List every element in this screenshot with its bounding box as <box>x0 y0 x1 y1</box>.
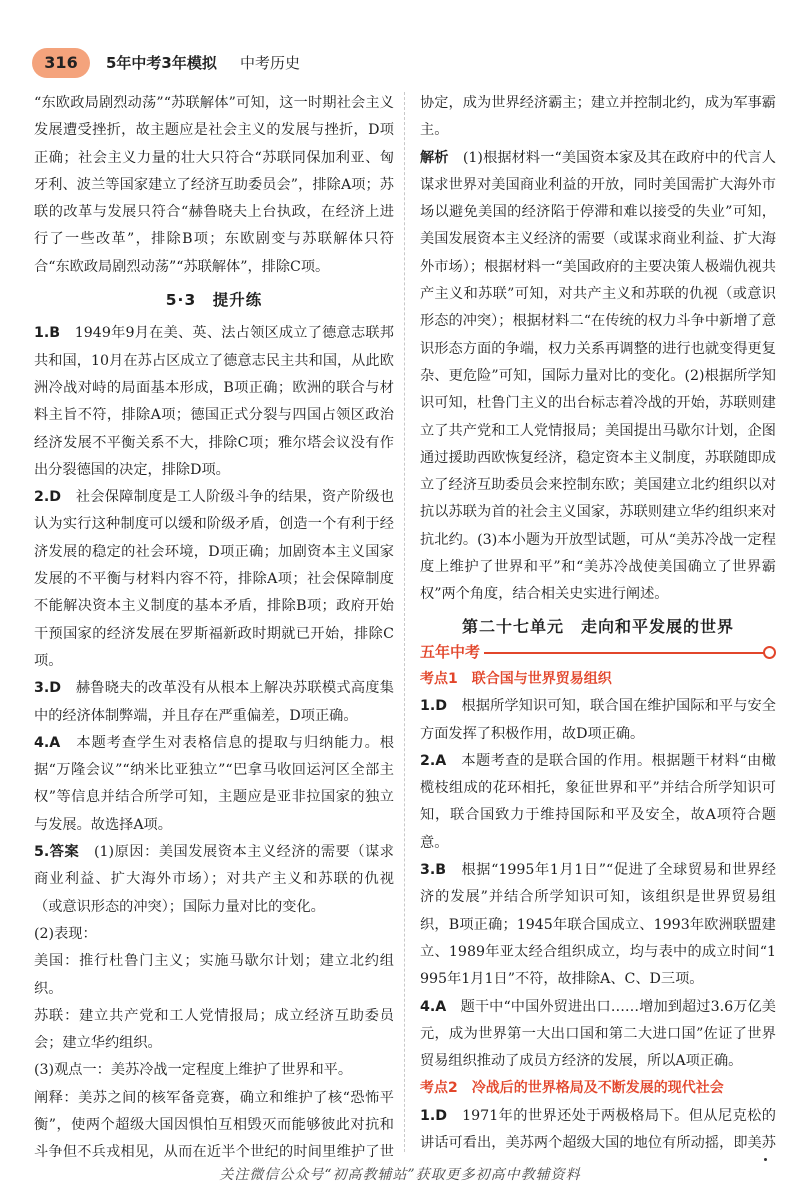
answer-text: 根据所学知识可知，联合国在维护国际和平与安全方面发挥了积极作用，故D项正确。 <box>420 698 776 742</box>
answer-number: 1.D <box>420 1107 448 1124</box>
section-title: 5·3 提升练 <box>165 291 263 310</box>
analysis-text: (1)根据材料一“美国资本家及其在政府中的代言人谋求世界对美国商业利益的开放，同时美国需扩大海外市场以避免美国的经济陷于停滞和难以接受的失业”可知，美国发展资本主义经济的需要（或谋求商业利益、扩大海外市场）；根据材料一“美国政府的主要决策人极端仇视共产主义和苏联”可知，对共产主义和苏联的仇视（或意识形态的冲突）；根据材料二“在传统的权力斗争中新增了意识形态方面的争端，权力关系再调整的进行也就变得更复杂、更危险”可知，国际力量对比的变化。(2)根据所学知识可知，杜鲁门主义的出台标志着冷战的开始，苏联则建立了共产党和工人党情报局；美国提出马歇尔计划，企图通过援助西欧恢复经济，稳定资本主义制度，苏联随即成立了经济互助委员会来控制东欧；美国建立北约组织以对抗以苏联为首的社会主义国家，苏联则建立华约组织来对抗北约。(3)本小题为开放型试题，可从“美苏冷战一定程度上维护了世界和平”和“美苏冷战使美国确立了世界霸权”两个角度，结合相关史实进行阐述。 <box>420 149 776 603</box>
intro-paragraph: “东欧政局剧烈动荡”“苏联解体”可知，这一时期社会主义发展遭受挫折，故主题应是社会主义的发展与挫折，D项正确；社会主义力量的壮大只符合“苏联同保加利亚、匈牙利、波兰等国家建立了经济互助委员会”，排除A项；苏联的改革与发展只符合“赫鲁晓夫上台执政，在经济上进行了一些改革”，排除B项；东欧剧变与苏联解体只符合“东欧政局剧烈动荡”“苏联解体”，排除C项。 <box>34 95 394 275</box>
banner-line <box>484 652 766 654</box>
subject-label: 中考历史 <box>240 54 301 72</box>
five-year-label: 五年中考 <box>420 642 481 661</box>
answer-number: 3.D <box>34 680 62 697</box>
answer-text: 社会保障制度是工人阶级斗争的结果，资产阶级也认为实行这种制度可以缓和阶级矛盾，创造一个有利于经济发展的稳定的社会环境，D项正确；加剧资本主义国家发展的不平衡与材料内容不符，排除A项；社会保障制度不能解决资本主义制度的基本矛盾，排除B项；政府开始干预国家的经济发展在罗斯福新政时期就已开始，排除C项。 <box>34 489 394 669</box>
answer-number: 1.B <box>34 325 61 342</box>
answer-number: 2.A <box>420 752 447 769</box>
answer-number: 3.B <box>420 862 447 879</box>
answer-text: 题干中“中国外贸进出口……增加到超过3.6万亿美元，成为世界第一大出口国和第二大进口国”佐证了世界贸易组织推动了成员方经济的发展，所以A项正确。 <box>420 998 776 1070</box>
column-divider <box>404 92 405 1152</box>
footer-note: 关注微信公众号“初高教辅站”获取更多初高中教辅资料 <box>219 1167 581 1183</box>
page-number-badge: 316 <box>32 48 90 78</box>
topic-heading-2: 考点2 冷战后的世界格局及不断发展的现代社会 <box>420 1080 724 1097</box>
answer-item <box>420 994 776 1076</box>
left-column <box>34 90 394 1160</box>
answer-number: 5.答案 <box>34 844 80 861</box>
answer-item <box>420 857 776 993</box>
answer-text: 赫鲁晓夫的改革没有从根本上解决苏联模式高度集中的经济体制弊端，并且存在严重偏差，D项正确。 <box>34 680 394 724</box>
answer-item <box>420 1103 776 1160</box>
answer-item <box>420 748 776 857</box>
analysis-label: 解析 <box>420 149 449 166</box>
unit-title: 第二十七单元 走向和平发展的世界 <box>461 616 734 636</box>
answer-item <box>34 484 394 675</box>
answer-item <box>420 693 776 748</box>
answer-number: 2.D <box>34 489 62 506</box>
answer-text: 本题考查学生对表格信息的提取与归纳能力。根据“万隆会议”“纳米比亚独立”“巴拿马收回运河区全部主权”等信息并结合所学可知，主题应是亚非拉国家的独立与发展。故选择A项。 <box>34 734 394 833</box>
answer-text: (1)原因：美国发展资本主义经济的需要（谋求商业利益、扩大海外市场）；对共产主义和苏联的仇视（或意识形态的冲突）；国际力量对比的变化。 <box>34 844 394 915</box>
answer-text: 1971年的世界还处于两极格局下。但从尼克松的讲话可看出，美苏两个超级大国的地位有所动摇，即美苏 <box>420 1107 776 1151</box>
q5-expl1: 阐释：美苏之间的核军备竞赛，确立和维护了核“恐怖平衡”，使两个超级大国因惧怕互相毁灭而能够彼此对抗和斗争但不兵戎相见，从而在近半个世纪的时间里维护了世 <box>34 1089 394 1160</box>
five-year-banner <box>420 642 776 662</box>
q5-part2-title: (2)表现： <box>34 925 97 942</box>
q5-view1: (3)观点一：美苏冷战一定程度上维护了世界和平。 <box>34 1062 353 1079</box>
answer-number: 4.A <box>34 734 61 751</box>
page-header <box>28 48 772 82</box>
book-title: 5年中考3年模拟 <box>106 54 217 72</box>
q5-usa: 美国：推行杜鲁门主义；实施马歇尔计划；建立北约组织。 <box>34 953 394 997</box>
answer-item <box>34 675 394 730</box>
answer-number: 1.D <box>420 698 448 715</box>
answer-item <box>34 730 394 839</box>
answer-number: 4.A <box>420 998 447 1015</box>
answer-text: 本题考查的是联合国的作用。根据题干材料“由橄榄枝组成的花环相托，象征世界和平”并结合所学知识可知，联合国致力于维持国际和平及安全，故A项符合题意。 <box>420 752 776 851</box>
topic-heading-1: 考点1 联合国与世界贸易组织 <box>420 670 612 687</box>
answer-item <box>34 320 394 484</box>
continued-text: 协定，成为世界经济霸主；建立并控制北约，成为军事霸主。 <box>420 95 776 139</box>
analysis-paragraph <box>420 145 776 609</box>
answer-item-q5 <box>34 839 394 921</box>
right-column <box>420 90 776 1160</box>
q5-ussr: 苏联：建立共产党和工人党情报局；成立经济互助委员会；建立华约组织。 <box>34 1007 394 1052</box>
page-mark <box>764 1158 767 1161</box>
answer-text: 根据“1995年1月1日”“促进了全球贸易和世界经济的发展”并结合所学知识可知，该组织是世界贸易组织，B项正确；1945年联合国成立、1993年欧洲联盟建立、1989年亚太经合组织成立，均与表中的成立时间“1995年1月1日”不符，故排除A、C、D三项。 <box>420 862 776 988</box>
banner-circle-icon <box>763 646 776 659</box>
answer-text: 1949年9月在美、英、法占领区成立了德意志联邦共和国，10月在苏占区成立了德意志民主共和国，从此欧洲冷战对峙的局面基本形成，B项正确；欧洲的联合与材料主旨不符，排除A项；德国正式分裂与四国占领区政治经济发展不平衡关系不大，排除C项；雅尔塔会议没有作出分裂德国的决定，排除D项。 <box>34 325 394 478</box>
